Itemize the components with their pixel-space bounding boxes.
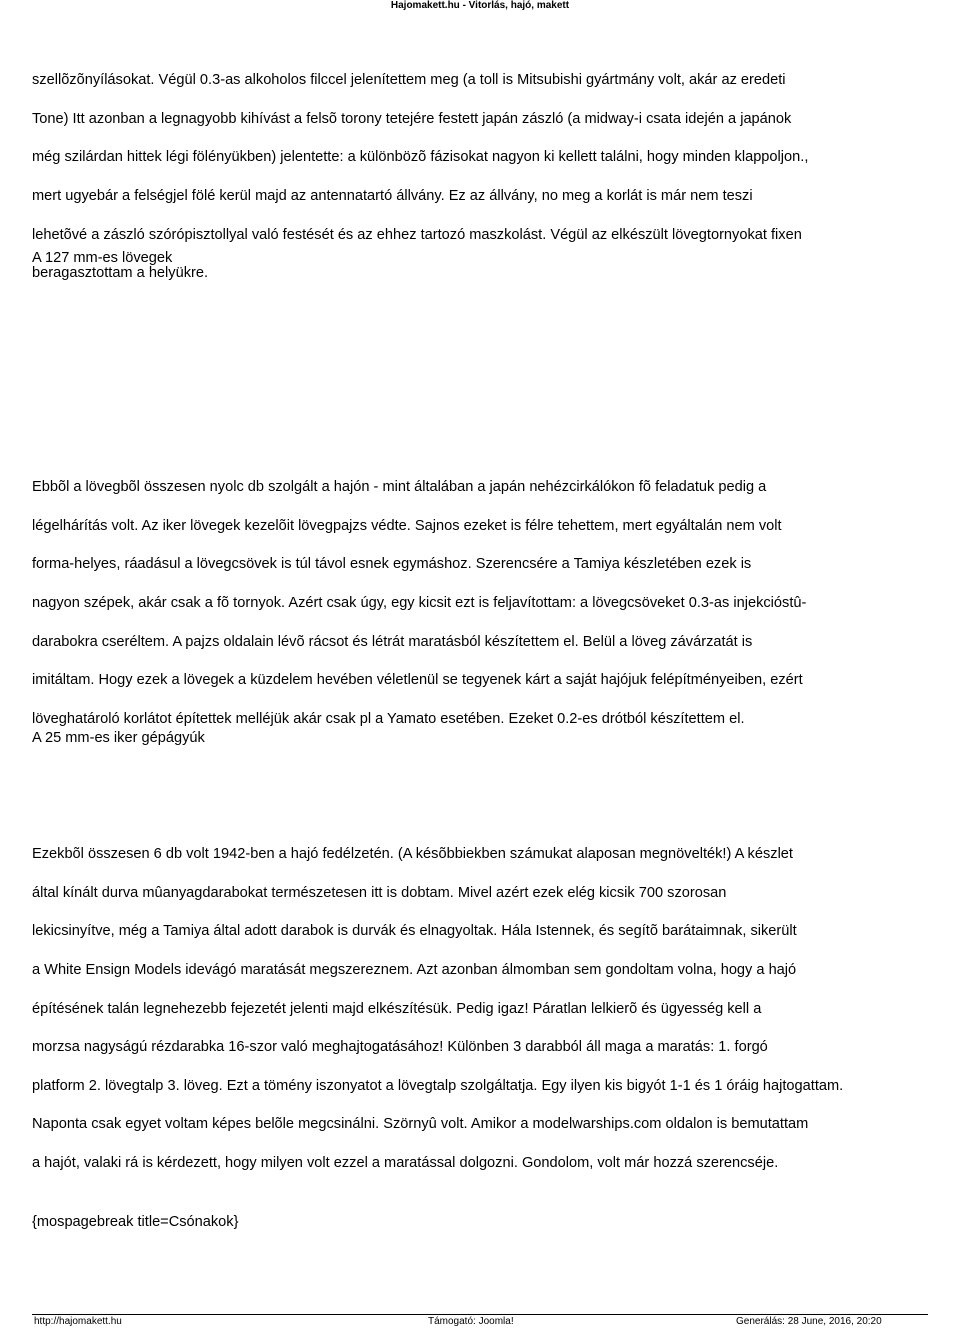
text-line: a White Ensign Models idevágó maratását megszereznem. Azt azonban álmomban sem gondoltam volna, hogy a hajó [32, 962, 797, 979]
footer-url-link[interactable]: http://hajomakett.hu [34, 1316, 122, 1327]
text-line: platform 2. lövegtalp 3. löveg. Ezt a tömény iszonyatot a lövegtalp szolgáltatja. Egy ilyen kis bigyót 1-1 és 1 óráig hajtogattam. [32, 1077, 844, 1094]
aa-guns-paragraph [32, 826, 960, 1193]
footer-generated-date: Generálás: 28 June, 2016, 20:20 [736, 1316, 882, 1327]
page-footer [0, 1314, 960, 1328]
footer-sponsor: Támogató: Joomla! [428, 1316, 514, 1327]
guns-paragraph [32, 459, 960, 748]
heading-text: A 25 mm-es iker gépágyúk [32, 730, 205, 747]
text-line: forma-helyes, ráadásul a lövegcsövek is túl távol esnek egymáshoz. Szerencsére a Tamiya készletében ezek is [32, 556, 752, 573]
heading-text: A 127 mm-es lövegek [32, 250, 173, 267]
text-line: lekicsinyítve, még a Tamiya által adott darabok is durvák és elnagyoltak. Hála Istennek, és segítõ barátaimnak, sikerült [32, 923, 797, 940]
text-line: Naponta csak egyet voltam képes belõle megcsinálni. Szörnyû volt. Amikor a modelwarships.com oldalon is bemutattam [32, 1116, 809, 1133]
text-line: löveghatároló korlátot építettek melléjük akár csak pl a Yamato esetében. Ezeket 0.2-es drótból készítettem el. [32, 710, 745, 727]
text-line: a hajót, valaki rá is kérdezett, hogy milyen volt ezzel a maratással dolgozni. Gondolom, volt már hozzá szerencséje. [32, 1155, 779, 1172]
text-line: még szilárdan hittek légi fölényükben) jelentette: a különbözõ fázisokat nagyon ki kellett találni, hogy minden klappoljon., [32, 149, 809, 166]
text-line: morzsa nagyságú rézdarabka 16-szor való meghajtogatásához! Különben 3 darabból áll maga a maratás: 1. forgó [32, 1039, 768, 1056]
text-line: Ebbõl a lövegbõl összesen nyolc db szolgált a hajón - mint általában a japán nehézcirkálókon fõ feladatuk pedig a [32, 479, 767, 496]
page-header [0, 0, 960, 12]
text-line: által kínált durva mûanyagdarabokat természetesen itt is dobtam. Mivel azért ezek elég kicsik 700 szorosan [32, 884, 727, 901]
text-line: lehetõvé a zászló szórópisztollyal való festését és az ehhez tartozó maszkolást. Végül az elkészült lövegtornyokat fixen [32, 226, 802, 243]
text-line: darabokra cseréltem. A pajzs oldalain lévõ rácsot és létrát maratásból készítettem el. Belül a löveg závárzatát is [32, 633, 753, 650]
text-line: szellõzõnyílásokat. Végül 0.3-as alkoholos filccel jelenítettem meg (a toll is Mitsubishi gyártmány volt, akár az eredeti [32, 72, 786, 89]
text-line: Tone) Itt azonban a legnagyobb kihívást a felsõ torony tetejére festett japán zászló (a midway-i csata idején a japánok [32, 110, 792, 127]
section-heading-127mm [32, 230, 960, 288]
footer-divider [32, 1314, 928, 1315]
site-title: Hajomakett.hu - Vitorlás, hajó, makett [390, 0, 570, 11]
section-heading-25mm [32, 710, 960, 768]
text-line: imitáltam. Hogy ezek a lövegek a küzdelem hevében véletlenül se tegyenek kárt a saját hajójuk felépítményeiben, ezért [32, 672, 803, 689]
text-line: nagyon szépek, akár csak a fõ tornyok. Azért csak úgy, egy kicsit ezt is feljavítottam: a lövegcsöveket 0.3-as injekcióstû- [32, 595, 807, 612]
pagebreak-marker [32, 1194, 960, 1252]
text-line: beragasztottam a helyükre. [32, 265, 209, 282]
text-line: építésének talán legnehezebb fejezetét jelenti majd elkészítésük. Pedig igaz! Páratlan lelkierõ és ügyesség kell a [32, 1000, 762, 1017]
text-line: Ezekbõl összesen 6 db volt 1942-ben a hajó fedélzetén. (A késõbbiekben számukat alaposan megnövelték!) A készlet [32, 846, 793, 863]
pagebreak-text: {mospagebreak title=Csónakok} [32, 1214, 239, 1231]
text-line: légelhárítás volt. Az iker lövegek kezelõit lövegpajzs védte. Sajnos ezeket is félre tehettem, mert egyáltalán nem volt [32, 517, 782, 534]
text-line: mert ugyebár a felségjel fölé kerül majd az antennatartó állvány. Ez az állvány, no meg a korlát is már nem teszi [32, 188, 753, 205]
